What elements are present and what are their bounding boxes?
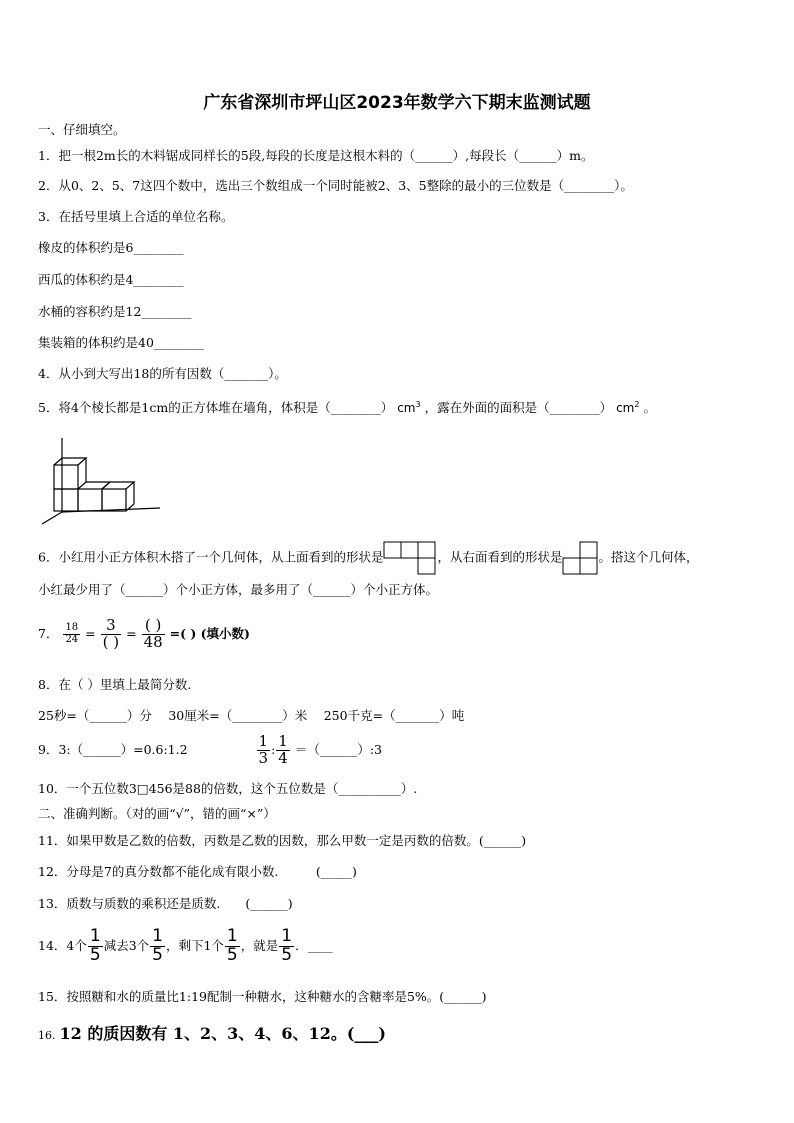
question-5: [38, 400, 656, 415]
fraction-denominator: 5: [226, 944, 238, 965]
unit-cm2-base: cm: [616, 401, 635, 415]
question-13: 13．质数与质数的乘积还是质数. (______): [38, 896, 293, 911]
question-10: 10．一个五位数3□456是88的倍数，这个五位数是（__________）.: [38, 781, 418, 796]
unit-cm3: [397, 401, 420, 415]
ratio-colon: :: [271, 741, 276, 757]
fraction-1-5: [150, 928, 165, 965]
fraction-1-3: [257, 734, 271, 767]
question-1: 1．把一根2m长的木料锯成同样长的5段,每段的长度是这根木料的（______）,每段长（______）m。: [38, 148, 594, 163]
question-3-item-c: 水桶的容积约是12________: [38, 304, 192, 319]
question-8: 8．在（ ）里填上最简分数.: [38, 677, 192, 692]
question-6-text-a: 6．小红用小正方体积木搭了一个几何体，从上面看到的形状是: [38, 549, 384, 565]
question-5-text-a: 5．将4个棱长都是1cm的正方体堆在墙角，体积是（________）: [38, 400, 394, 415]
fraction-numerator: 3: [101, 618, 121, 635]
question-14-text-d: ，就是: [240, 937, 279, 953]
fraction-denominator: ( ): [102, 632, 120, 651]
fraction-denominator: 4: [278, 748, 288, 767]
question-6-text-c: 。搭这个几何体，: [598, 549, 699, 565]
unit-cm2-exp: 2: [634, 400, 640, 409]
fraction-18-24: [63, 623, 80, 645]
fraction-1-4: [276, 734, 290, 767]
question-14-text-b: 减去3个: [103, 937, 150, 953]
question-5-text-c: 。: [643, 400, 656, 415]
section-1-heading: 一、仔细填空。: [38, 122, 126, 137]
page-title: 广东省深圳市坪山区2023年数学六下期末监测试题: [203, 93, 591, 113]
question-9-text-a: 9．3:（______）=0.6:1.2: [38, 741, 188, 757]
question-14: [38, 928, 333, 965]
fraction-numerator: 18: [65, 622, 79, 634]
question-14-text-a: 14．4个: [38, 937, 87, 953]
cube-stack-figure: [36, 436, 166, 526]
question-5-text-b: ，露在外面的面积是（________）: [424, 400, 613, 415]
fraction-3-blank: [101, 618, 121, 651]
question-14-text-c: ，剩下1个: [165, 937, 224, 953]
unit-cm2: [616, 401, 639, 415]
fraction-numerator: 1: [278, 732, 288, 750]
fraction-numerator: 1: [281, 926, 293, 946]
section-2-heading: 二、准确判断。（对的画“√”，错的画“×”）: [38, 806, 276, 821]
question-16: [38, 1024, 386, 1043]
question-2: 2．从0、2、5、7这四个数中，选出三个数组成一个同时能被2、3、5整除的最小的三位数是（________）。: [38, 178, 633, 193]
fraction-denominator: 5: [89, 944, 101, 965]
fraction-1-5: [279, 928, 294, 965]
question-9-text-b: ＝（______）:3: [294, 741, 382, 757]
top-view-shape: [383, 541, 437, 575]
question-6: [38, 541, 699, 575]
question-11: 11．如果甲数是乙数的倍数，丙数是乙数的因数，那么甲数一定是丙数的倍数。(______): [38, 833, 527, 848]
equals-sign: =: [126, 625, 137, 641]
question-15: 15．按照糖和水的质量比1:19配制一种糖水，这种糖水的含糖率是5%。(______): [38, 989, 487, 1004]
fraction-denominator: 5: [281, 944, 293, 965]
question-6-text-b: ，从右面看到的形状是: [437, 549, 563, 565]
question-3-item-a: 橡皮的体积约是6________: [38, 240, 184, 255]
right-view-shape: [562, 541, 598, 575]
equals-sign: =: [85, 625, 96, 641]
fraction-denominator: 3: [258, 748, 269, 767]
question-8-items: 25秒=（______）分 30厘米=（________）米 250千克=（_______）吨: [38, 708, 465, 723]
question-3: 3．在括号里填上合适的单位名称。: [38, 209, 234, 224]
fraction-numerator: 1: [89, 926, 101, 946]
question-7-number: 7．: [38, 625, 59, 641]
fraction-numerator: 1: [152, 926, 163, 946]
question-7-suffix: =( ) (填小数): [169, 625, 250, 641]
fraction-1-5: [225, 928, 240, 965]
question-3-item-d: 集装箱的体积约是40________: [38, 335, 204, 350]
unit-cm3-exp: 3: [415, 400, 421, 409]
fraction-denominator: 5: [152, 944, 163, 965]
question-6-line-2: 小红最少用了（______）个小正方体，最多用了（______）个小正方体。: [38, 582, 439, 597]
unit-cm3-base: cm: [397, 401, 416, 415]
question-16-text: 12 的质因数有 1、2、3、4、6、12。(___): [59, 1024, 386, 1043]
fraction-denominator: 48: [143, 632, 163, 651]
question-16-number: 16.: [38, 1029, 56, 1042]
fraction-numerator: 1: [258, 732, 269, 750]
question-12: 12．分母是7的真分数都不能化成有限小数. (_____): [38, 864, 357, 879]
fraction-numerator: ( ): [142, 618, 165, 635]
question-14-text-e: ．____: [295, 937, 333, 953]
fraction-blank-48: [142, 618, 165, 651]
question-9: [38, 734, 382, 767]
fraction-1-5: [88, 928, 103, 965]
fraction-numerator: 1: [226, 926, 238, 946]
fraction-denominator: 24: [65, 633, 79, 645]
question-7: [38, 618, 250, 651]
question-3-item-b: 西瓜的体积约是4________: [38, 272, 184, 287]
question-4: 4．从小到大写出18的所有因数（_______）。: [38, 366, 287, 381]
